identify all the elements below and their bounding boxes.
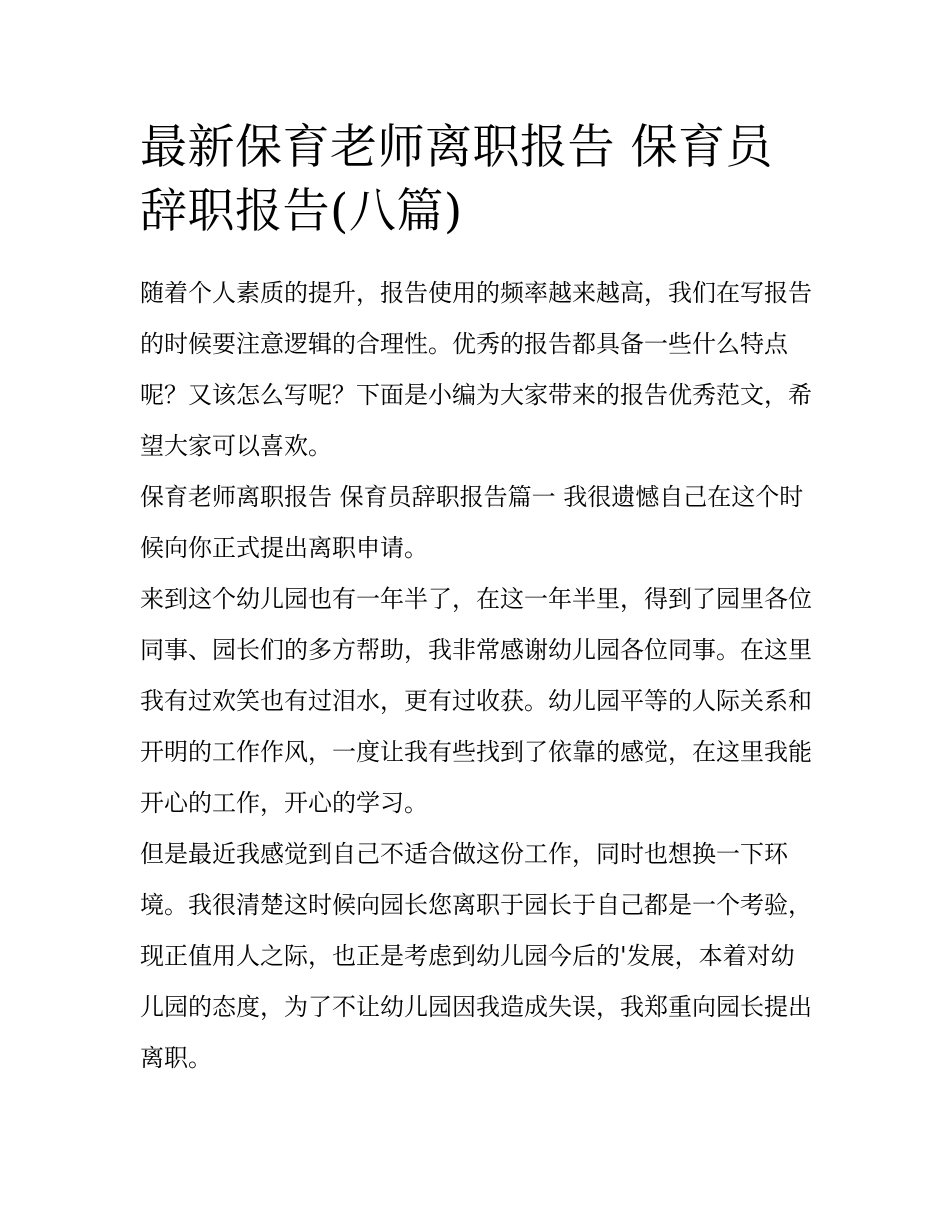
paragraph-intro: 随着个人素质的提升，报告使用的频率越来越高，我们在写报告的时候要注意逻辑的合理性。优秀的报告都具备一些什么特点呢？又该怎么写呢？下面是小编为大家带来的报告优秀范文，希望大家可以喜欢。 (140, 279, 812, 460)
document-page (140, 116, 814, 1084)
document-title: 最新保育老师离职报告 保育员辞职报告(八篇) (140, 120, 773, 239)
paragraph-3: 但是最近我感觉到自己不适合做这份工作，同时也想换一下环境。我很清楚这时候向园长您离职于园长于自己都是一个考验，现正值用人之际，也正是考虑到幼儿园今后的'发展，本着对幼儿园的态度，为了不让幼儿园因我造成失误，我郑重向园长提出离职。 (140, 840, 812, 1072)
paragraph-1: 保育老师离职报告 保育员辞职报告篇一 我很遗憾自己在这个时候向你正式提出离职申请。 (140, 483, 804, 562)
paragraph-2: 来到这个幼儿园也有一年半了，在这一年半里，得到了园里各位同事、园长们的多方帮助，我非常感谢幼儿园各位同事。在这里我有过欢笑也有过泪水，更有过收获。幼儿园平等的人际关系和开明的工作作风，一度让我有些找到了依靠的感觉，在这里我能开心的工作，开心的学习。 (140, 585, 812, 817)
